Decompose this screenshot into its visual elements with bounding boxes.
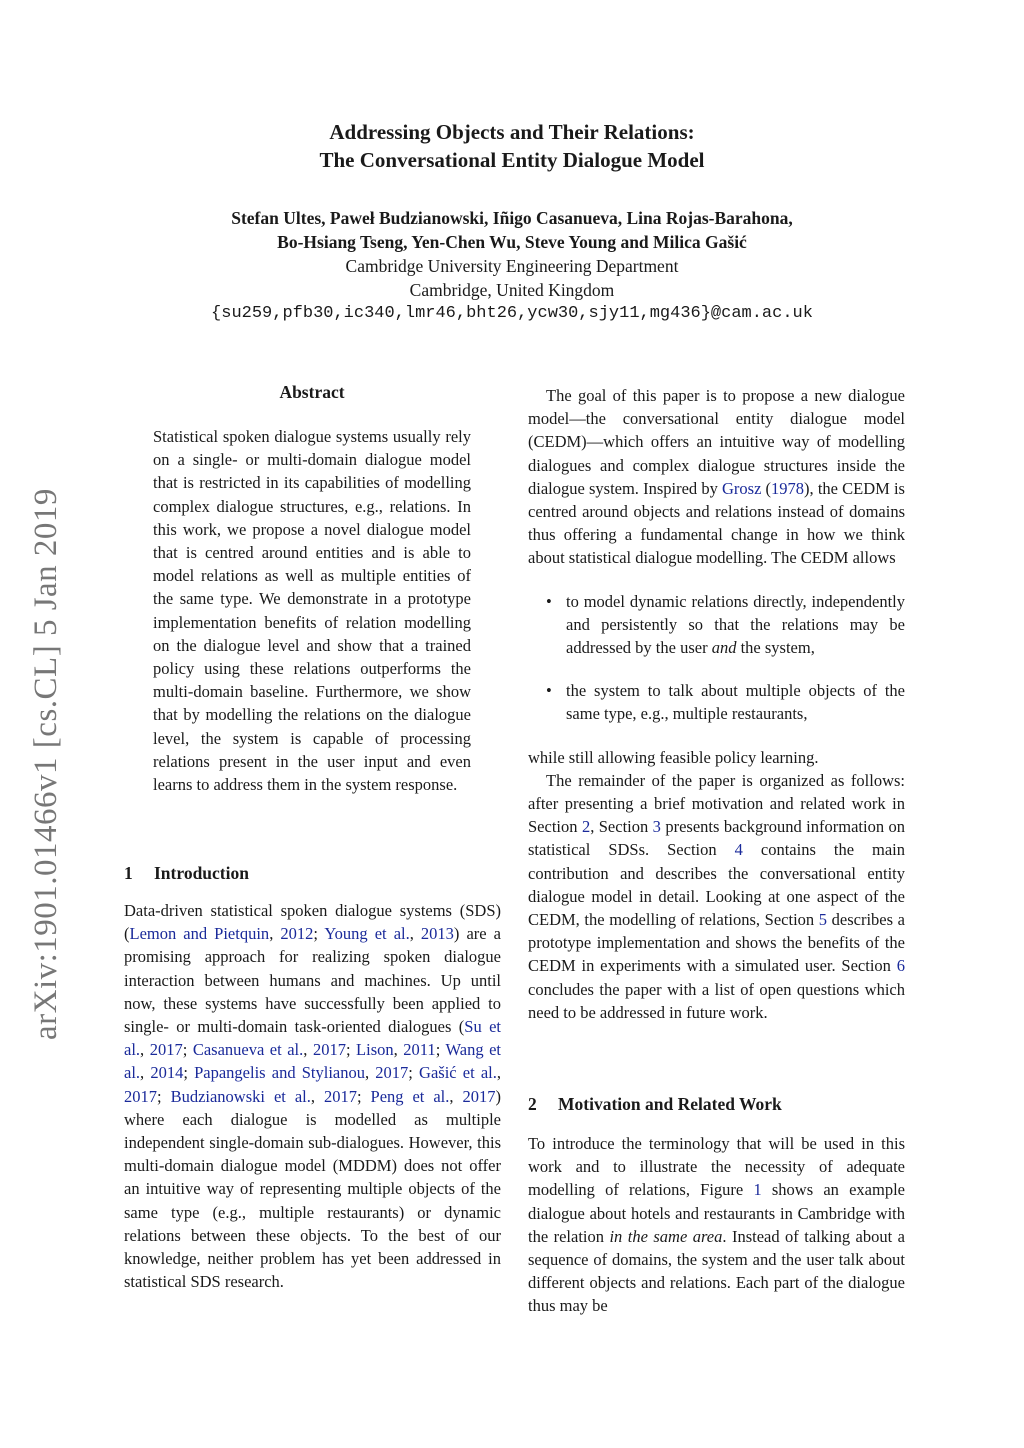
section-2-title: Motivation and Related Work — [558, 1094, 782, 1114]
text-run: the system to talk about multiple objects of the same type, e.g., multiple restaurants, — [566, 681, 905, 724]
section-ref-link[interactable]: 6 — [896, 956, 905, 976]
text-run: , Section — [590, 817, 653, 837]
text-run: contains the main contribution and describes the conversational entity dialogue model in detail. Looking at one aspect of the CEDM, the modelling of relations, Section — [528, 840, 906, 930]
citation-link[interactable]: 2012 — [280, 924, 314, 944]
figure-ref-link[interactable]: 1 — [753, 1180, 762, 1200]
text-run: , — [140, 1063, 151, 1083]
citation-link[interactable]: Wang et al. — [124, 1040, 502, 1083]
motivation-body — [528, 1132, 905, 1318]
text-run: ; — [345, 1040, 357, 1060]
goal-paragraph — [528, 384, 905, 570]
text-run: , — [393, 1040, 404, 1060]
text-run: , — [269, 924, 281, 944]
section-2-number: 2 — [528, 1094, 537, 1114]
text-run: ; — [356, 1086, 371, 1106]
text-run: Data-driven statistical spoken dialogue systems (SDS) ( — [124, 901, 501, 944]
emails: {su259,pfb30,ic340,lmr46,bht26,ycw30,sjy11,mg436}@cam.ac.uk — [211, 304, 813, 323]
section-ref-link[interactable]: 4 — [734, 840, 743, 860]
section-ref-link[interactable]: 3 — [652, 817, 661, 837]
citation-link[interactable]: 2017 — [124, 1086, 157, 1106]
text-run: ( — [761, 478, 772, 498]
section-2-heading — [528, 1092, 782, 1116]
text-run: ) where each dialogue is modelled as multiple independent single-domain sub-dialogues. However, this multi-domain dialogue model (MDDM) does not offer an intuitive way of representing multiple objects of the same type (e.g., multiple restaurants) or dynamic relations between these objects. To the best of our knowledge, neither problem has yet been addressed in statistical SDS research. — [124, 1086, 501, 1292]
list-item — [528, 679, 905, 725]
citation-link[interactable]: Lison — [356, 1040, 394, 1060]
citation-link[interactable]: Su et al. — [124, 1017, 502, 1060]
citation-link[interactable]: 2017 — [375, 1063, 409, 1083]
section-1-title: Introduction — [154, 863, 249, 883]
author-names-line-1: Stefan Ultes, Paweł Budzianowski, Iñigo Casanueva, Lina Rojas-Barahona, — [231, 208, 793, 228]
text-run: . Instead of talking about a sequence of domains, the system and the user talk about different objects and relations. Each part of the dialogue thus may be — [528, 1226, 905, 1316]
citation-link[interactable]: 2017 — [312, 1040, 346, 1060]
citation-link[interactable]: 2014 — [150, 1063, 184, 1083]
citation-link[interactable]: Budzianowski et al. — [170, 1086, 311, 1106]
text-run: ; — [183, 1063, 195, 1083]
citation-link[interactable]: Gašić et al. — [419, 1063, 497, 1083]
bullet-icon: • — [546, 681, 552, 701]
remainder-paragraph — [528, 769, 905, 1024]
section-ref-link[interactable]: 5 — [818, 910, 828, 930]
text-run: , — [449, 1086, 463, 1106]
text-run: presents background information on statistical SDSs. Section — [528, 817, 906, 860]
author-block — [0, 206, 1024, 326]
author-names-line-2: Bo-Hsiang Tseng, Yen-Chen Wu, Steve Young and Milica Gašić — [277, 232, 747, 252]
citation-link[interactable]: Papangelis and Stylianou — [194, 1063, 365, 1083]
citation-link[interactable]: 2017 — [462, 1086, 496, 1106]
citation-link[interactable]: Young et al. — [324, 924, 410, 944]
citation-link[interactable]: 2017 — [323, 1086, 357, 1106]
text-run: ), the CEDM is centred around objects and relations instead of domains thus offering a fundamental change in how we think about statistical dialogue modelling. The CEDM allows — [528, 478, 905, 568]
citation-link[interactable]: Grosz — [721, 478, 762, 498]
section-ref-link[interactable]: 2 — [581, 817, 591, 837]
text-run: , — [496, 1063, 501, 1083]
while-paragraph: while still allowing feasible policy learning. — [528, 747, 819, 767]
text-run: , — [409, 924, 421, 944]
text-run: ; — [435, 1040, 446, 1060]
emphasis: and — [711, 638, 737, 658]
section-1-number: 1 — [124, 863, 133, 883]
text-run: ; — [408, 1063, 420, 1083]
contribution-list — [528, 590, 905, 726]
paper-title — [0, 118, 1024, 174]
text-run: , — [310, 1086, 324, 1106]
citation-link[interactable]: Peng et al. — [370, 1086, 450, 1106]
text-run: shows an example dialogue about hotels and restaurants in Cambridge with the relation — [528, 1180, 905, 1246]
section-1-heading — [124, 861, 249, 885]
citation-link[interactable]: Lemon and Pietquin — [129, 924, 270, 944]
text-run: The goal of this paper is to propose a new dialogue model—the conversational entity dialogue model (CEDM)—which offers an intuitive way of modelling dialogues and complex dialogue structures inside the dialogue system. Inspired by — [528, 386, 905, 498]
bullet-icon: • — [546, 591, 552, 611]
text-run: , — [303, 1040, 313, 1060]
text-run: The remainder of the paper is organized as follows: after presenting a brief motivation and related work in Section — [528, 770, 905, 837]
abstract-heading: Abstract — [279, 382, 345, 402]
text-run: To introduce the terminology that will be used in this work and to illustrate the necessity of adequate modelling of relations, Figure — [528, 1134, 905, 1200]
citation-link[interactable]: 1978 — [771, 478, 805, 498]
text-run: ; — [182, 1040, 193, 1060]
emphasis: in the same area — [609, 1226, 723, 1246]
text-run: ) are a promising approach for realizing spoken dialogue interaction between humans and machines. Up until now, these systems have successfully been applied to single- or multi-domain task-oriented dialogues ( — [124, 924, 501, 1037]
citation-link[interactable]: 2017 — [149, 1040, 183, 1060]
list-item — [528, 590, 905, 660]
citation-link[interactable]: Casanueva et al. — [192, 1040, 304, 1060]
introduction-paragraph — [124, 899, 501, 1293]
text-run: the system, — [736, 638, 815, 658]
arxiv-stamp: arXiv:1901.01466v1 [cs.CL] 5 Jan 2019 — [28, 488, 64, 1040]
location: Cambridge, United Kingdom — [409, 280, 615, 300]
right-column — [528, 384, 905, 1024]
text-run: ; — [157, 1086, 171, 1106]
citation-link[interactable]: 2013 — [420, 924, 454, 944]
text-run: ; — [313, 924, 325, 944]
text-run: describes a prototype implementation and shows the benefits of the CEDM in experiments with a simulated user. Section — [528, 910, 905, 976]
text-run: , — [140, 1040, 150, 1060]
citation-link[interactable]: 2011 — [403, 1040, 436, 1060]
text-run: concludes the paper with a list of open questions which need to be addressed in future work. — [528, 979, 905, 1022]
title-line-1: Addressing Objects and Their Relations: — [329, 120, 695, 144]
motivation-paragraph — [528, 1132, 905, 1318]
abstract-text: Statistical spoken dialogue systems usually rely on a single- or multi-domain dialogue model that is restricted in its capabilities of modelling complex dialogue structures, e.g., relations. In this work, we propose a novel dialogue model that is centred around entities and is able to model relations as well as multiple entities of the same type. We demonstrate in a prototype implementation benefits of relation modelling on the dialogue level and show that a trained policy using these relations outperforms the multi-domain baseline. Furthermore, we show that by modelling the relations on the dialogue level, the system is capable of processing relations present in the user input and even learns to address them in the system response. — [153, 427, 471, 795]
introduction-body — [124, 899, 501, 1293]
text-run: , — [364, 1063, 376, 1083]
title-line-2: The Conversational Entity Dialogue Model — [319, 148, 705, 172]
text-run: to model dynamic relations directly, independently and persistently so that the relations may be addressed by the user — [566, 591, 905, 658]
affiliation: Cambridge University Engineering Department — [345, 256, 679, 276]
